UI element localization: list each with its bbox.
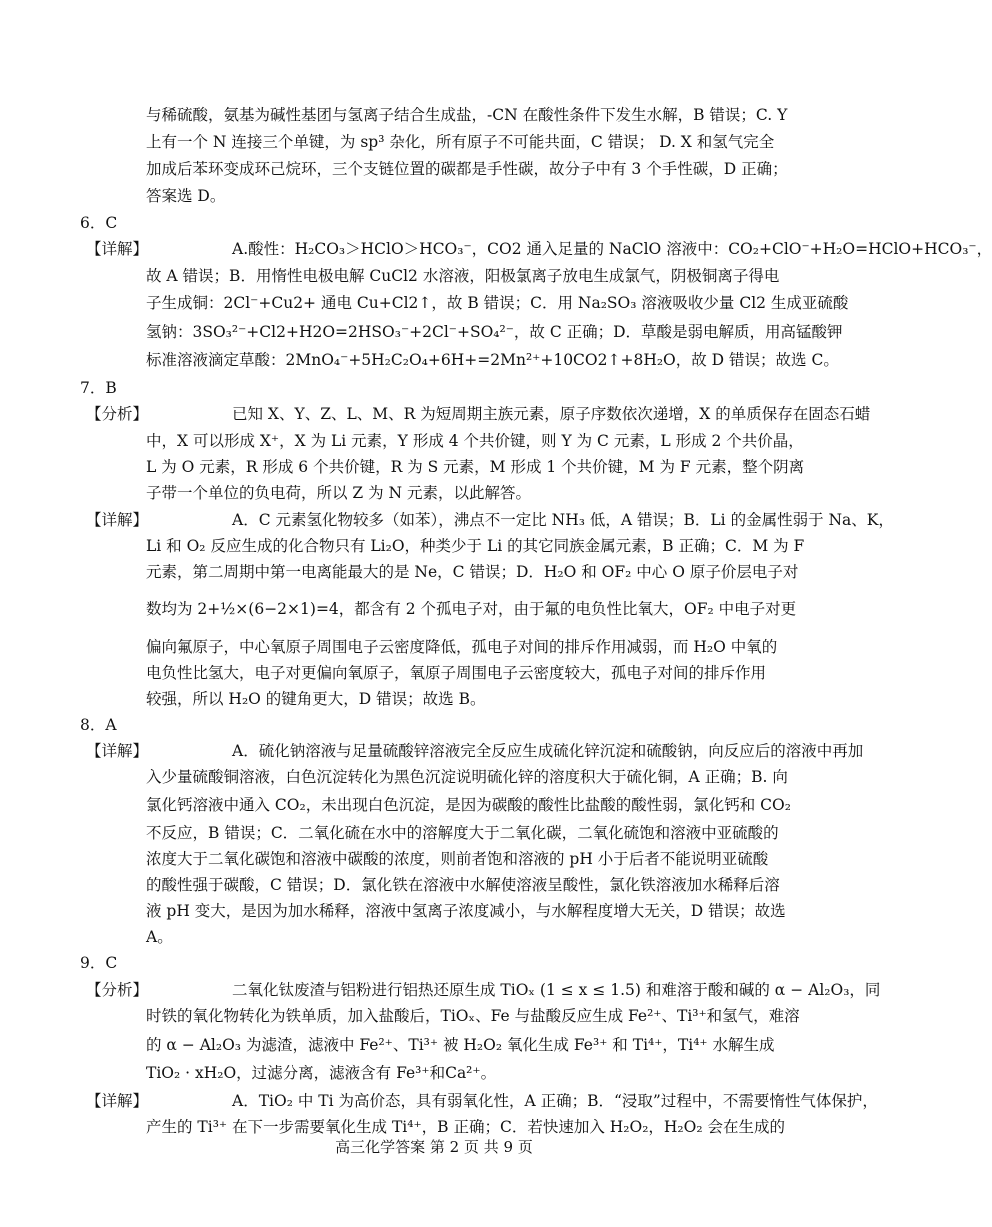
text-line: 已知 X、Y、Z、L、M、R 为短周期主族元素，原子序数依次递增，X 的单质保存在固态石蜡 — [232, 405, 871, 423]
analysis-tag: 【分析】 — [86, 981, 149, 999]
text-line: 子带一个单位的负电荷，所以 Z 为 N 元素，以此解答。 — [146, 484, 532, 502]
text-line: A。 — [146, 928, 173, 946]
detail-row — [86, 740, 864, 766]
text-line: 元素，第二周期中第一电离能最大的是 Ne，C 错误；D．H₂O 和 OF₂ 中心 O 原子价层电子对 — [146, 563, 799, 581]
text-line: A．C 元素氢化物较多（如苯），沸点不一定比 NH₃ 低，A 错误；B．Li 的金属性弱于 Na、K， — [232, 511, 894, 529]
text-line: 中，X 可以形成 X⁺，X 为 Li 元素，Y 形成 4 个共价键，则 Y 为 C 元素，L 形成 2 个共价晶， — [146, 432, 804, 450]
text-line: 上有一个 N 连接三个单键，为 sp³ 杂化，所有原子不可能共面，C 错误； D. X 和氢气完全 — [146, 133, 775, 151]
text-line: 故 A 错误；B．用惰性电极电解 CuCl2 水溶液，阳极氯离子放电生成氯气，阴极铜离子得电 — [146, 267, 780, 285]
analysis-tag: 【分析】 — [86, 405, 149, 423]
text-line: 电负性比氢大，电子对更偏向氧原子，氧原子周围电子云密度较大，孤电子对间的排斥作用 — [146, 664, 767, 682]
text-line: 子生成铜：2Cl⁻+Cu2+ 通电 Cu+Cl2↑，故 B 错误；C．用 Na₂SO₃ 溶液吸收少量 Cl2 生成亚硫酸 — [146, 294, 849, 312]
question-number: 6．C — [80, 214, 118, 232]
text-line: A.酸性：H₂CO₃＞HClO＞HCO₃⁻，CO2 通入足量的 NaClO 溶液中：CO₂+ClO⁻+H₂O=HClO+HCO₃⁻， — [232, 240, 992, 258]
text-line: 加成后苯环变成环己烷环，三个支链位置的碳都是手性碳，故分子中有 3 个手性碳，D 正确； — [146, 160, 788, 178]
text-line: 入少量硫酸铜溶液，白色沉淀转化为黑色沉淀说明硫化锌的溶度积大于硫化铜，A 正确；B. 向 — [146, 768, 788, 786]
text-line: 的酸性强于碳酸，C 错误；D．氯化铁在溶液中水解使溶液呈酸性，氯化铁溶液加水稀释后溶 — [146, 876, 780, 894]
text-line: Li 和 O₂ 反应生成的化合物只有 Li₂O，种类少于 Li 的其它同族金属元素，B 正确；C．M 为 F — [146, 537, 805, 555]
detail-row — [86, 238, 992, 264]
question-number: 7．B — [80, 379, 117, 397]
text-line: 数均为 2+½×(6−2×1)=4，都含有 2 个孤电子对，由于氟的电负性比氧大，OF₂ 中电子对更 — [146, 600, 797, 618]
text-line: 的 α − Al₂O₃ 为滤渣，滤液中 Fe²⁺、Ti³⁺ 被 H₂O₂ 氧化生成 Fe³⁺ 和 Ti⁴⁺，Ti⁴⁺ 水解生成 — [146, 1036, 775, 1054]
detail-row — [86, 1090, 878, 1116]
analysis-row — [86, 403, 871, 429]
text-line: 标准溶液滴定草酸：2MnO₄⁻+5H₂C₂O₄+6H+=2Mn²⁺+10CO2↑+8H₂O，故 D 错误；故选 C。 — [146, 351, 839, 369]
text-line: 氢钠：3SO₃²⁻+Cl2+H2O=2HSO₃⁻+2Cl⁻+SO₄²⁻，故 C 正确；D．草酸是弱电解质，用高锰酸钾 — [146, 323, 843, 341]
text-line: 答案选 D。 — [146, 187, 226, 205]
text-line: 偏向氟原子，中心氧原子周围电子云密度降低，孤电子对间的排斥作用减弱，而 H₂O 中氧的 — [146, 638, 778, 656]
text-line: 氯化钙溶液中通入 CO₂，未出现白色沉淀，是因为碳酸的酸性比盐酸的酸性弱，氯化钙和 CO₂ — [146, 796, 791, 814]
page-footer: 高三化学答案 第 2 页 共 9 页 — [335, 1138, 533, 1156]
detail-tag: 【详解】 — [86, 742, 149, 760]
text-line: 不反应，B 错误；C．二氧化硫在水中的溶解度大于二氧化碳，二氧化硫饱和溶液中亚硫酸的 — [146, 824, 779, 842]
text-line: L 为 O 元素，R 形成 6 个共价键，R 为 S 元素，M 形成 1 个共价键，M 为 F 元素，整个阴离 — [146, 458, 805, 476]
text-line: 二氧化钛废渣与铝粉进行铝热还原生成 TiOₓ (1 ≤ x ≤ 1.5) 和难溶于酸和碱的 α − Al₂O₃，同 — [232, 981, 881, 999]
question-number: 8．A — [80, 716, 117, 734]
analysis-row — [86, 979, 881, 1005]
detail-tag: 【详解】 — [86, 511, 149, 529]
text-line: 液 pH 变大，是因为加水稀释，溶液中氢离子浓度减小，与水解程度增大无关，D 错误；故选 — [146, 902, 786, 920]
detail-row — [86, 509, 894, 535]
detail-tag: 【详解】 — [86, 240, 149, 258]
question-number: 9．C — [80, 954, 118, 972]
detail-tag: 【详解】 — [86, 1092, 149, 1110]
text-line: A．硫化钠溶液与足量硫酸锌溶液完全反应生成硫化锌沉淀和硫酸钠，向反应后的溶液中再加 — [232, 742, 864, 760]
text-line: 时铁的氧化物转化为铁单质，加入盐酸后，TiOₓ、Fe 与盐酸反应生成 Fe²⁺、Ti³⁺和氢气，难溶 — [146, 1007, 800, 1025]
text-line: 产生的 Ti³⁺ 在下一步需要氧化生成 Ti⁴⁺，B 正确；C．若快速加入 H₂O₂，H₂O₂ 会在生成的 — [146, 1118, 785, 1136]
text-line: TiO₂ · xH₂O，过滤分离，滤液含有 Fe³⁺和Ca²⁺。 — [146, 1064, 497, 1082]
text-line: A．TiO₂ 中 Ti 为高价态，具有弱氧化性，A 正确；B．“浸取”过程中，不需要惰性气体保护， — [232, 1092, 878, 1110]
text-line: 浓度大于二氧化碳饱和溶液中碳酸的浓度，则前者饱和溶液的 pH 小于后者不能说明亚硫酸 — [146, 850, 769, 868]
text-line: 较强，所以 H₂O 的键角更大，D 错误；故选 B。 — [146, 690, 486, 708]
text-line: 与稀硫酸，氨基为碱性基团与氢离子结合生成盐，-CN 在酸性条件下发生水解，B 错误；C. Y — [146, 106, 788, 124]
